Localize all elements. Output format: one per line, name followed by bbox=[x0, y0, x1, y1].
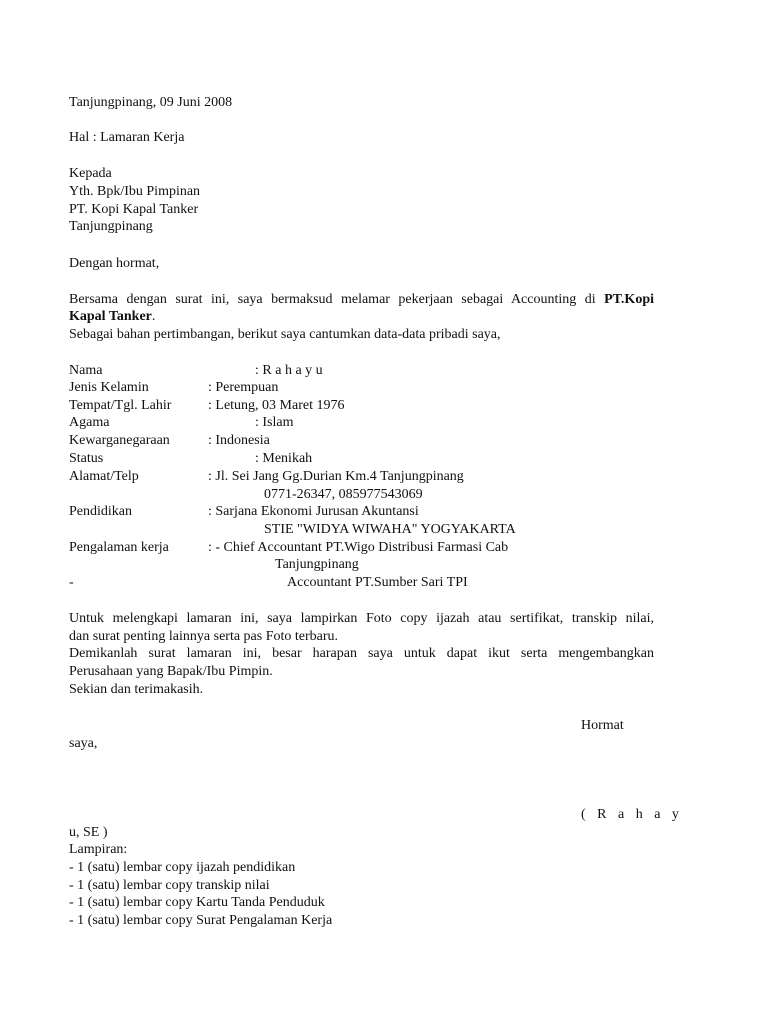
field-value: : Perempuan bbox=[208, 380, 279, 395]
field-value: : R a h a y u bbox=[255, 363, 323, 378]
field-label: Kewarganegaraan bbox=[69, 433, 170, 448]
signature-name: ( R a h a y bbox=[581, 807, 683, 822]
intro-text: Bersama dengan surat ini, saya bermaksud melamar pekerjaan sebagai Accounting di bbox=[69, 292, 605, 307]
intro-line-1 bbox=[69, 291, 654, 308]
recipient-line: Kepada bbox=[69, 166, 112, 181]
field-value: : Sarjana Ekonomi Jurusan Akuntansi bbox=[208, 504, 419, 519]
attachment-item: - 1 (satu) lembar copy Surat Pengalaman Kerja bbox=[69, 913, 333, 928]
field-label: Alamat/Telp bbox=[69, 469, 139, 484]
field-label: Status bbox=[69, 451, 104, 466]
recipient-line: Yth. Bpk/Ibu Pimpinan bbox=[69, 184, 201, 199]
subject-line: Hal : Lamaran Kerja bbox=[69, 130, 185, 145]
closing-line: Demikanlah surat lamaran ini, besar harapan saya untuk dapat ikut serta mengembangkan bbox=[69, 646, 654, 661]
greeting: Dengan hormat, bbox=[69, 256, 160, 271]
field-label: Agama bbox=[69, 415, 110, 430]
signature-name: u, SE ) bbox=[69, 825, 108, 840]
field-value: 0771-26347, 085977543069 bbox=[264, 487, 423, 502]
attachment-item: - 1 (satu) lembar copy transkip nilai bbox=[69, 878, 270, 893]
field-value: : Letung, 03 Maret 1976 bbox=[208, 398, 345, 413]
field-dash: - bbox=[69, 575, 74, 590]
field-label: Tempat/Tgl. Lahir bbox=[69, 398, 172, 413]
closing-line: Perusahaan yang Bapak/Ibu Pimpin. bbox=[69, 664, 273, 679]
field-value: : - Chief Accountant PT.Wigo Distribusi Farmasi Cab bbox=[208, 540, 509, 555]
field-label: Pengalaman kerja bbox=[69, 540, 169, 555]
place-date: Tanjungpinang, 09 Juni 2008 bbox=[69, 95, 233, 110]
attachment-item: - 1 (satu) lembar copy Kartu Tanda Penduduk bbox=[69, 895, 325, 910]
attachments-title: Lampiran: bbox=[69, 842, 128, 857]
closing-line: dan surat penting lainnya serta pas Foto terbaru. bbox=[69, 629, 339, 644]
field-value: : Menikah bbox=[255, 451, 313, 466]
company-name-bold: PT.Kopi bbox=[604, 292, 654, 307]
field-value: : Islam bbox=[255, 415, 294, 430]
intro-line-2 bbox=[69, 308, 155, 325]
field-value: Tanjungpinang bbox=[275, 557, 359, 572]
recipient-line: Tanjungpinang bbox=[69, 219, 153, 234]
field-value: STIE "WIDYA WIWAHA" YOGYAKARTA bbox=[264, 522, 516, 537]
recipient-line: PT. Kopi Kapal Tanker bbox=[69, 202, 199, 217]
field-label: Pendidikan bbox=[69, 504, 132, 519]
field-value: Accountant PT.Sumber Sari TPI bbox=[287, 575, 468, 590]
closing-line: Sekian dan terimakasih. bbox=[69, 682, 204, 697]
attachment-item: - 1 (satu) lembar copy ijazah pendidikan bbox=[69, 860, 296, 875]
field-label: Jenis Kelamin bbox=[69, 380, 149, 395]
closing-line: Untuk melengkapi lamaran ini, saya lampirkan Foto copy ijazah atau sertifikat, transkip nilai, bbox=[69, 611, 654, 626]
intro-period: . bbox=[151, 309, 156, 324]
field-label: Nama bbox=[69, 363, 103, 378]
field-value: : Indonesia bbox=[208, 433, 270, 448]
field-value: : Jl. Sei Jang Gg.Durian Km.4 Tanjungpinang bbox=[208, 469, 464, 484]
intro-line-3: Sebagai bahan pertimbangan, berikut saya cantumkan data-data pribadi saya, bbox=[69, 327, 501, 342]
company-name-bold: Kapal Tanker bbox=[69, 309, 152, 324]
signoff-text: Hormat bbox=[581, 718, 624, 733]
signoff-text: saya, bbox=[69, 736, 98, 751]
